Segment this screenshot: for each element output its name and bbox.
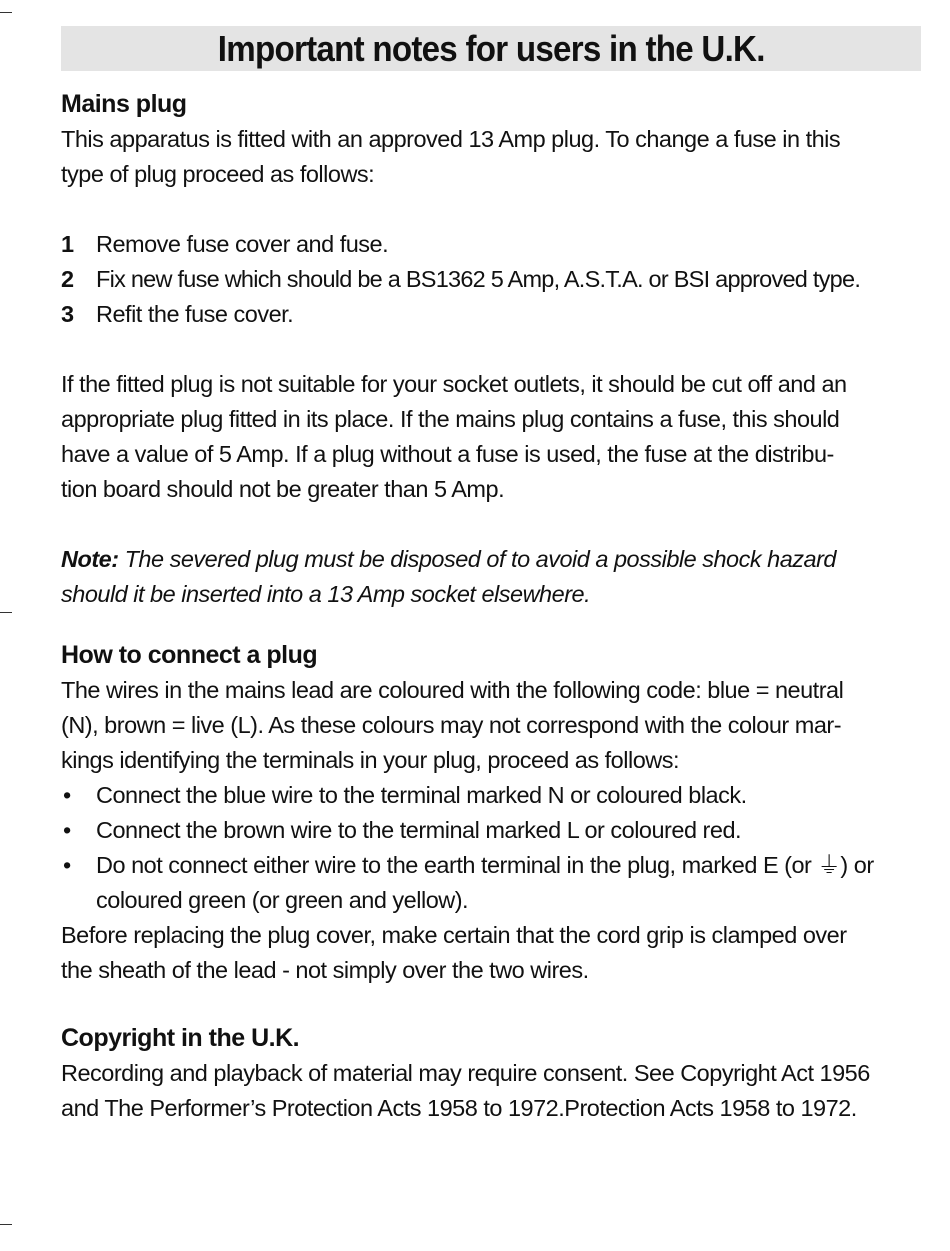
crop-mark-middle: [0, 612, 12, 613]
unsuitable-plug-paragraph: [61, 367, 921, 507]
bullet-text-line-2: coloured green (or green and yellow).: [96, 887, 469, 913]
page-title: Important notes for users in the U.K.: [217, 27, 765, 69]
list-item: [61, 227, 921, 262]
bullet-text: Connect the brown wire to the terminal marked L or coloured red.: [96, 817, 742, 843]
heading-connect-plug: How to connect a plug: [61, 641, 318, 669]
fuse-steps-list: [61, 227, 921, 332]
copyright-paragraph: [61, 1056, 921, 1126]
list-item: [61, 813, 921, 848]
list-item: [61, 778, 921, 813]
bullet-icon: •: [63, 782, 71, 808]
outro-line-1: Before replacing the plug cover, make certain that the cord grip is clamped over: [61, 922, 847, 948]
section-copyright: [61, 1021, 921, 1126]
wiring-bullets-list: [61, 778, 921, 918]
note-paragraph: [61, 542, 921, 612]
connect-plug-intro: [61, 673, 921, 778]
document-page: [61, 26, 921, 1126]
crop-mark-top: [0, 12, 12, 13]
crop-mark-bottom: [0, 1224, 12, 1225]
spacer: [61, 332, 921, 367]
intro-line-3: kings identifying the terminals in your plug, proceed as follows:: [61, 747, 680, 773]
note-line-1: The severed plug must be disposed of to avoid a possible shock hazard: [118, 546, 836, 572]
paragraph-line-1: If the fitted plug is not suitable for your socket outlets, it should be cut off and an: [61, 371, 847, 397]
outro-line-2: the sheath of the lead - not simply over the two wires.: [61, 957, 589, 983]
copyright-line-2: and The Performer’s Protection Acts 1958 to 1972.Protection Acts 1958 to 1972.: [61, 1095, 857, 1121]
heading-mains-plug: Mains plug: [61, 90, 187, 118]
connect-plug-outro: [61, 918, 921, 988]
note-line-2: should it be inserted into a 13 Amp socket elsewhere.: [61, 581, 591, 607]
step-text: Fix new fuse which should be a BS1362 5 Amp, A.S.T.A. or BSI approved type.: [96, 266, 861, 292]
mains-plug-intro-line-1: This apparatus is fitted with an approved 13 Amp plug. To change a fuse in this: [61, 126, 841, 152]
paragraph-line-4: tion board should not be greater than 5 Amp.: [61, 476, 505, 502]
mains-plug-intro: [61, 122, 921, 192]
intro-line-1: The wires in the mains lead are coloured with the following code: blue = neutral: [61, 677, 844, 703]
spacer: [61, 192, 921, 227]
list-item: [61, 262, 921, 297]
note-label: Note:: [61, 546, 119, 572]
section-connect-plug: [61, 638, 921, 988]
copyright-line-1: Recording and playback of material may require consent. See Copyright Act 1956: [61, 1060, 870, 1086]
bullet-icon: •: [63, 852, 71, 878]
bullet-icon: •: [63, 817, 71, 843]
step-number: 1: [61, 231, 74, 257]
step-number: 2: [61, 266, 74, 292]
bullet-text: Connect the blue wire to the terminal marked N or coloured black.: [96, 782, 747, 808]
list-item: [61, 297, 921, 332]
paragraph-line-2: appropriate plug fitted in its place. If the mains plug contains a fuse, this should: [61, 406, 840, 432]
spacer: [61, 988, 921, 1021]
bullet-text-line-1: Do not connect either wire to the earth terminal in the plug, marked E (or ⏚) or: [96, 852, 874, 878]
paragraph-line-3: have a value of 5 Amp. If a plug without a fuse is used, the fuse at the distribu-: [61, 441, 834, 467]
list-item: [61, 848, 921, 918]
intro-line-2: (N), brown = live (L). As these colours may not correspond with the colour mar-: [61, 712, 842, 738]
spacer: [61, 612, 921, 638]
heading-copyright: Copyright in the U.K.: [61, 1024, 300, 1052]
step-text: Remove fuse cover and fuse.: [96, 231, 389, 257]
step-number: 3: [61, 301, 74, 327]
spacer: [61, 507, 921, 542]
step-text: Refit the fuse cover.: [96, 301, 294, 327]
section-mains-plug: [61, 87, 921, 612]
mains-plug-intro-line-2: type of plug proceed as follows:: [61, 161, 375, 187]
title-bar: [61, 26, 921, 71]
